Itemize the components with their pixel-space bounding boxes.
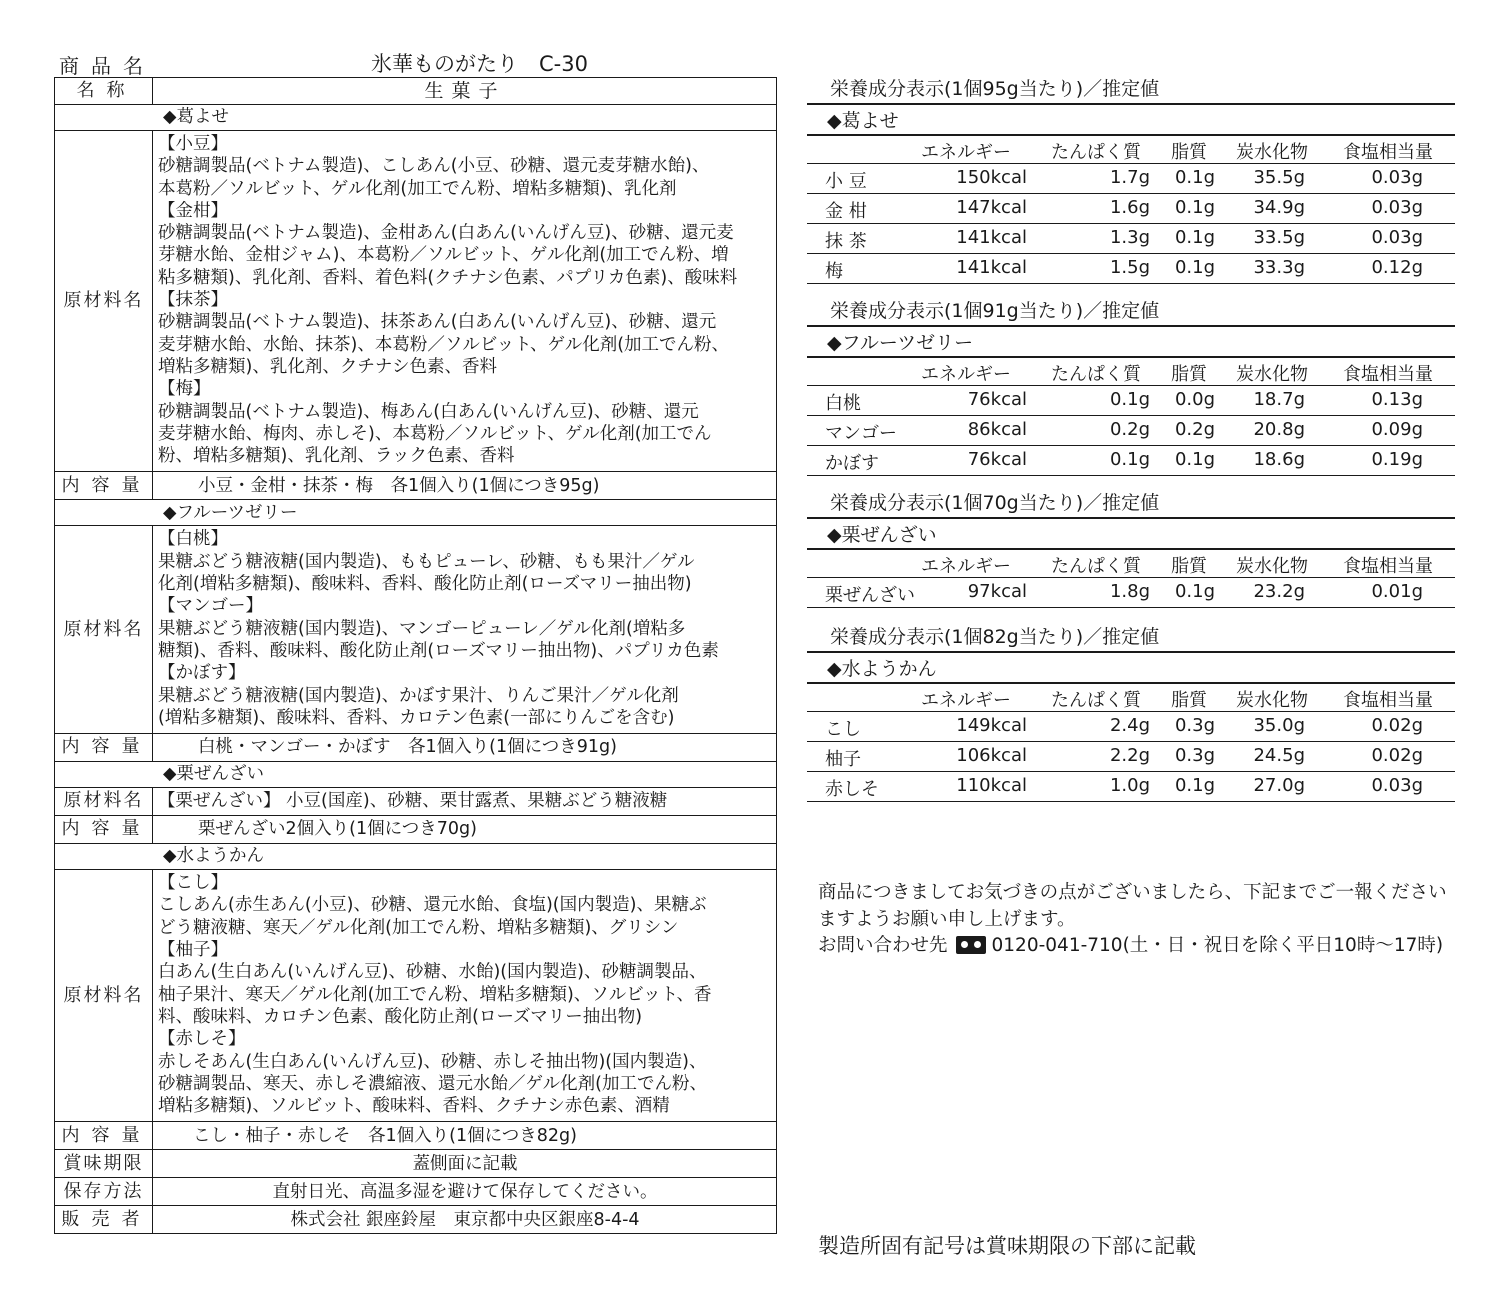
- nutrition-value-carb: 33.3g: [1253, 257, 1305, 278]
- nutrition-value-salt: 0.12g: [1371, 257, 1423, 278]
- nutrition-section: ◆水ようかん: [827, 658, 937, 680]
- nutrition-item-name: 栗ぜんざい: [825, 585, 915, 606]
- nutrition-value-energy: 141kcal: [956, 257, 1027, 278]
- nutrition-value-salt: 0.01g: [1371, 581, 1423, 602]
- product-name-row: [55, 48, 777, 78]
- manufacturer-code-note: 製造所固有記号は賞味期限の下部に記載: [818, 1234, 1196, 1258]
- nutrition-value-protein: 1.3g: [1109, 227, 1150, 248]
- nutrition-header: たんぱく質: [1051, 142, 1141, 163]
- nutrition-header: 食塩相当量: [1343, 556, 1433, 577]
- ingredient-line: 増粘多糖類)、ソルビット、酸味料、香料、クチナシ赤色素、酒精: [158, 1096, 670, 1117]
- product-name-label: 商品名: [59, 54, 155, 78]
- ingredients-label: 原材料名: [55, 131, 153, 472]
- section-fruit-jelly: ◆フルーツゼリー: [55, 500, 777, 526]
- ingredient-line: 砂糖調製品(ベトナム製造)、抹茶あん(白あん(いんげん豆)、砂糖、還元: [158, 312, 717, 333]
- nutrition-table: [807, 682, 1455, 802]
- nutrition-row: [807, 386, 1455, 416]
- ingredient-line: 【こし】: [158, 873, 228, 894]
- nutrition-value-salt: 0.19g: [1371, 449, 1423, 470]
- nutrition-value-energy: 150kcal: [956, 167, 1027, 188]
- nutrition-item-name: こし: [825, 719, 861, 740]
- ingredient-line: 芽糖水飴、金柑ジャム)、本葛粉／ソルビット、ゲル化剤(加工でん粉、増: [158, 245, 729, 266]
- expiry-label: 賞味期限: [55, 1150, 153, 1178]
- nutrition-section: ◆栗ぜんざい: [827, 524, 937, 546]
- kuri-ingredients: 【栗ぜんざい】 小豆(国産)、砂糖、栗甘露煮、果糖ぶどう糖液糖: [153, 788, 777, 816]
- ingredient-line: 砂糖調製品(ベトナム製造)、こしあん(小豆、砂糖、還元麦芽糖水飴)、: [158, 156, 710, 177]
- nutrition-row: [807, 446, 1455, 476]
- nutrition-value-salt: 0.03g: [1371, 167, 1423, 188]
- nutrition-value-salt: 0.13g: [1371, 389, 1423, 410]
- nutrition-item-name: 柚子: [825, 749, 861, 770]
- nutrition-value-protein: 0.1g: [1109, 389, 1150, 410]
- nutrition-header: 炭水化物: [1236, 364, 1308, 385]
- nutrition-header: 脂質: [1171, 364, 1207, 385]
- contact-notice: [818, 880, 1447, 960]
- nutrition-item-name: 梅: [825, 261, 843, 282]
- nutrition-value-fat: 0.3g: [1174, 745, 1215, 766]
- mizu-volume: こし・柚子・赤しそ 各1個入り(1個につき82g): [153, 1122, 777, 1150]
- nutrition-table: [807, 548, 1455, 608]
- nutrition-row: [807, 194, 1455, 224]
- ingredient-line: 粉、増粘多糖類)、乳化剤、ラック色素、香料: [158, 446, 515, 467]
- nutrition-row: [807, 416, 1455, 446]
- ingredient-line: 砂糖調製品(ベトナム製造)、金柑あん(白あん(いんげん豆)、砂糖、還元麦: [158, 223, 734, 244]
- nutrition-header: エネルギー: [921, 142, 1011, 163]
- nutrition-title: 栄養成分表示(1個91g当たり)／推定値: [830, 300, 1160, 322]
- nutrition-value-salt: 0.03g: [1371, 775, 1423, 796]
- divider: [807, 325, 1455, 327]
- nutrition-header-row: [807, 356, 1455, 386]
- mizu-ingredients: [153, 870, 777, 1122]
- volume-label: 内容量: [55, 1122, 153, 1150]
- ingredient-line: 赤しそあん(生白あん(いんげん豆)、砂糖、赤しそ抽出物)(国内製造)、: [158, 1051, 707, 1072]
- storage-label: 保存方法: [55, 1178, 153, 1206]
- kuri-volume: 栗ぜんざい2個入り(1個につき70g): [153, 816, 777, 844]
- ingredient-line: 料、酸味料、カロチン色素、酸化防止剤(ローズマリー抽出物): [158, 1006, 643, 1027]
- nutrition-value-protein: 0.2g: [1109, 419, 1150, 440]
- nutrition-header: たんぱく質: [1051, 556, 1141, 577]
- nutrition-item-name: かぼす: [825, 453, 879, 474]
- nutrition-value-fat: 0.1g: [1174, 197, 1215, 218]
- nutrition-item-name: 抹 茶: [825, 231, 867, 252]
- nutrition-item-name: 白桃: [825, 393, 861, 414]
- ingredient-line: 麦芽糖水飴、水飴、抹茶)、本葛粉／ソルビット、ゲル化剤(加工でん粉、: [158, 334, 730, 355]
- nutrition-table: [807, 134, 1455, 284]
- nutrition-value-protein: 1.6g: [1109, 197, 1150, 218]
- nutrition-section: ◆フルーツゼリー: [827, 332, 974, 354]
- nutrition-value-energy: 97kcal: [967, 581, 1027, 602]
- meisho-value: 生菓子: [153, 78, 777, 105]
- nutrition-header: 脂質: [1171, 690, 1207, 711]
- nutrition-header-row: [807, 548, 1455, 578]
- nutrition-value-fat: 0.1g: [1174, 581, 1215, 602]
- nutrition-value-energy: 76kcal: [967, 449, 1027, 470]
- nutrition-value-protein: 2.2g: [1109, 745, 1150, 766]
- kuzuyose-ingredients: [153, 131, 777, 472]
- divider: [807, 517, 1455, 519]
- nutrition-value-energy: 110kcal: [956, 775, 1027, 796]
- nutrition-header: たんぱく質: [1051, 690, 1141, 711]
- nutrition-value-fat: 0.3g: [1174, 715, 1215, 736]
- ingredient-line: 【柚子】: [158, 940, 228, 961]
- ingredient-line: 果糖ぶどう糖液糖(国内製造)、ももピューレ、砂糖、もも果汁／ゲル: [158, 551, 695, 572]
- nutrition-value-carb: 18.7g: [1253, 389, 1305, 410]
- nutrition-value-fat: 0.0g: [1174, 389, 1215, 410]
- ingredient-line: 果糖ぶどう糖液糖(国内製造)、かぼす果汁、りんご果汁／ゲル化剤: [158, 685, 679, 706]
- volume-label: 内容量: [55, 734, 153, 762]
- meisho-label: 名称: [55, 78, 153, 105]
- ingredient-line: 【白桃】: [158, 529, 228, 550]
- nutrition-value-energy: 141kcal: [956, 227, 1027, 248]
- seller-value: 株式会社 銀座鈴屋 東京都中央区銀座8-4-4: [153, 1206, 777, 1234]
- ingredient-line: 糖類)、香料、酸味料、酸化防止剤(ローズマリー抽出物)、パプリカ色素: [158, 640, 719, 661]
- ingredient-line: 【抹茶】: [158, 290, 228, 311]
- ingredient-line: (増粘多糖類)、酸味料、香料、カロテン色素(一部にりんごを含む): [158, 707, 675, 728]
- nutrition-value-carb: 24.5g: [1253, 745, 1305, 766]
- nutrition-value-fat: 0.1g: [1174, 449, 1215, 470]
- nutrition-value-energy: 149kcal: [956, 715, 1027, 736]
- nutrition-row: [807, 712, 1455, 742]
- ingredient-line: 【梅】: [158, 379, 211, 400]
- nutrition-value-carb: 20.8g: [1253, 419, 1305, 440]
- nutrition-header: 炭水化物: [1236, 556, 1308, 577]
- nutrition-header: 炭水化物: [1236, 142, 1308, 163]
- nutrition-title: 栄養成分表示(1個70g当たり)／推定値: [830, 492, 1160, 514]
- nutrition-section: ◆葛よせ: [827, 110, 899, 132]
- nutrition-value-energy: 147kcal: [956, 197, 1027, 218]
- nutrition-value-carb: 34.9g: [1253, 197, 1305, 218]
- ingredient-line: どう糖液糖、寒天／ゲル化剤(加工でん粉、増粘多糖類)、グリシン: [158, 917, 679, 938]
- nutrition-header: エネルギー: [921, 690, 1011, 711]
- nutrition-value-fat: 0.1g: [1174, 775, 1215, 796]
- kuzuyose-volume: 小豆・金柑・抹茶・梅 各1個入り(1個につき95g): [153, 472, 777, 500]
- ingredient-line: 麦芽糖水飴、梅肉、赤しそ)、本葛粉／ソルビット、ゲル化剤(加工でん: [158, 423, 712, 444]
- storage-value: 直射日光、高温多湿を避けて保存してください。: [153, 1178, 777, 1206]
- nutrition-row: [807, 578, 1455, 608]
- nutrition-value-carb: 18.6g: [1253, 449, 1305, 470]
- ingredient-line: 柚子果汁、寒天／ゲル化剤(加工でん粉、増粘多糖類)、ソルビット、香: [158, 984, 712, 1005]
- nutrition-value-fat: 0.1g: [1174, 227, 1215, 248]
- ingredients-label: 原材料名: [55, 870, 153, 1122]
- nutrition-value-protein: 1.0g: [1109, 775, 1150, 796]
- spec-table: [54, 77, 777, 1234]
- nutrition-value-protein: 1.7g: [1109, 167, 1150, 188]
- nutrition-value-carb: 23.2g: [1253, 581, 1305, 602]
- nutrition-title: 栄養成分表示(1個82g当たり)／推定値: [830, 626, 1160, 648]
- volume-label: 内容量: [55, 816, 153, 844]
- nutrition-value-energy: 86kcal: [967, 419, 1027, 440]
- ingredients-label: 原材料名: [55, 788, 153, 816]
- product-name-value: 氷華ものがたり C-30: [371, 52, 588, 76]
- nutrition-value-fat: 0.1g: [1174, 167, 1215, 188]
- nutrition-header: 食塩相当量: [1343, 690, 1433, 711]
- nutrition-item-name: 赤しそ: [825, 779, 879, 800]
- ingredient-line: 砂糖調製品、寒天、赤しそ濃縮液、還元水飴／ゲル化剤(加工でん粉、: [158, 1073, 707, 1094]
- nutrition-row: [807, 772, 1455, 802]
- ingredient-line: 砂糖調製品(ベトナム製造)、梅あん(白あん(いんげん豆)、砂糖、還元: [158, 401, 699, 422]
- contact-label: お問い合わせ先: [818, 935, 948, 956]
- nutrition-value-protein: 2.4g: [1109, 715, 1150, 736]
- ingredients-label: 原材料名: [55, 526, 153, 734]
- nutrition-value-salt: 0.09g: [1371, 419, 1423, 440]
- nutrition-header: 食塩相当量: [1343, 364, 1433, 385]
- divider: [807, 651, 1455, 653]
- nutrition-value-fat: 0.2g: [1174, 419, 1215, 440]
- seller-label: 販売者: [55, 1206, 153, 1234]
- ingredient-line: 【かぼす】: [158, 663, 246, 684]
- nutrition-row: [807, 164, 1455, 194]
- nutrition-title: 栄養成分表示(1個95g当たり)／推定値: [830, 78, 1160, 100]
- section-mizu-youkan: ◆水ようかん: [55, 844, 777, 870]
- ingredient-line: 果糖ぶどう糖液糖(国内製造)、マンゴーピューレ／ゲル化剤(増粘多: [158, 618, 686, 639]
- nutrition-value-salt: 0.03g: [1371, 227, 1423, 248]
- fruit-volume: 白桃・マンゴー・かぼす 各1個入り(1個につき91g): [153, 734, 777, 762]
- nutrition-value-energy: 76kcal: [967, 389, 1027, 410]
- nutrition-row: [807, 254, 1455, 284]
- divider: [807, 103, 1455, 105]
- nutrition-header: 食塩相当量: [1343, 142, 1433, 163]
- nutrition-header: たんぱく質: [1051, 364, 1141, 385]
- ingredient-line: 化剤(増粘多糖類)、酸味料、香料、酸化防止剤(ローズマリー抽出物): [158, 574, 692, 595]
- nutrition-value-salt: 0.02g: [1371, 715, 1423, 736]
- volume-label: 内容量: [55, 472, 153, 500]
- ingredient-line: 【小豆】: [158, 134, 228, 154]
- nutrition-header: 脂質: [1171, 142, 1207, 163]
- nutrition-item-name: マンゴー: [825, 423, 897, 444]
- nutrition-item-name: 小 豆: [825, 171, 867, 192]
- ingredient-line: 【金柑】: [158, 200, 228, 221]
- free-dial-icon: [956, 936, 986, 954]
- nutrition-value-protein: 1.5g: [1109, 257, 1150, 278]
- nutrition-value-fat: 0.1g: [1174, 257, 1215, 278]
- nutrition-value-salt: 0.03g: [1371, 197, 1423, 218]
- ingredient-line: 白あん(生白あん(いんげん豆)、砂糖、水飴)(国内製造)、砂糖調製品、: [158, 962, 707, 983]
- nutrition-item-name: 金 柑: [825, 201, 867, 222]
- nutrition-header: 炭水化物: [1236, 690, 1308, 711]
- nutrition-header: エネルギー: [921, 556, 1011, 577]
- ingredient-line: 増粘多糖類)、乳化剤、クチナシ色素、香料: [158, 356, 497, 377]
- nutrition-header: 脂質: [1171, 556, 1207, 577]
- section-kuri-zenzai: ◆栗ぜんざい: [55, 762, 777, 788]
- nutrition-value-carb: 35.0g: [1253, 715, 1305, 736]
- ingredient-line: 【マンゴー】: [158, 596, 263, 617]
- nutrition-value-carb: 27.0g: [1253, 775, 1305, 796]
- nutrition-header-row: [807, 682, 1455, 712]
- section-kuzuyose: ◆葛よせ: [55, 105, 777, 131]
- ingredient-line: 本葛粉／ソルビット、ゲル化剤(加工でん粉、増粘多糖類)、乳化剤: [158, 178, 677, 199]
- nutrition-header: エネルギー: [921, 364, 1011, 385]
- ingredient-line: 【赤しそ】: [158, 1029, 246, 1050]
- nutrition-value-protein: 0.1g: [1109, 449, 1150, 470]
- notice-line-1: 商品につきましてお気づきの点がございましたら、下記までご一報ください: [818, 882, 1447, 903]
- nutrition-value-carb: 35.5g: [1253, 167, 1305, 188]
- nutrition-value-protein: 1.8g: [1109, 581, 1150, 602]
- nutrition-row: [807, 742, 1455, 772]
- notice-line-2: ますようお願い申し上げます。: [818, 908, 1076, 930]
- contact-phone: 0120-041-710(土・日・祝日を除く平日10時～17時): [991, 935, 1444, 956]
- contact-line: [818, 933, 1447, 960]
- nutrition-table: [807, 356, 1455, 476]
- nutrition-row: [807, 224, 1455, 254]
- nutrition-value-carb: 33.5g: [1253, 227, 1305, 248]
- nutrition-value-salt: 0.02g: [1371, 745, 1423, 766]
- nutrition-header-row: [807, 134, 1455, 164]
- ingredient-line: こしあん(赤生あん(小豆)、砂糖、還元水飴、食塩)(国内製造)、果糖ぶ: [158, 895, 707, 916]
- nutrition-value-energy: 106kcal: [956, 745, 1027, 766]
- expiry-value: 蓋側面に記載: [153, 1150, 777, 1178]
- ingredient-line: 粘多糖類)、乳化剤、香料、着色料(クチナシ色素、パプリカ色素)、酸味料: [158, 267, 738, 288]
- fruit-ingredients: [153, 526, 777, 734]
